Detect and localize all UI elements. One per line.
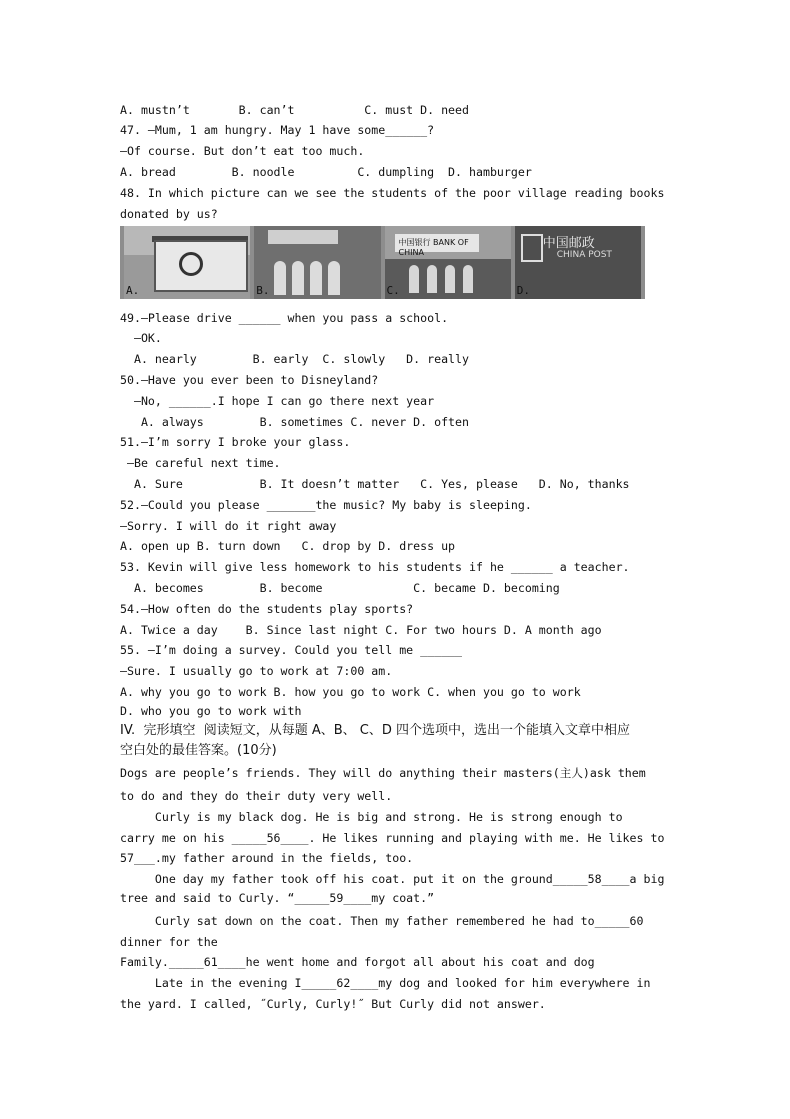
passage-line: Curly sat down on the coat. Then my father remembered he had to_____60 bbox=[120, 914, 644, 928]
picture-d-label: D. bbox=[516, 284, 530, 297]
picture-a bbox=[124, 226, 250, 299]
q55-reply: —Sure. I usually go to work at 7:00 am. bbox=[120, 664, 393, 678]
q55-options-d: D. who you go to work with bbox=[120, 704, 302, 718]
passage-line: carry me on his _____56____. He likes running and playing with me. He likes to bbox=[120, 831, 665, 845]
q51-options: A. Sure B. It doesn’t matter C. Yes, please D. No, thanks bbox=[120, 477, 630, 491]
q52-reply: —Sorry. I will do it right away bbox=[120, 519, 337, 533]
q53-options: A. becomes B. become C. became D. becoming bbox=[120, 581, 560, 595]
passage-line: dinner for the bbox=[120, 935, 218, 949]
q52-options: A. open up B. turn down C. drop by D. dress up bbox=[120, 539, 456, 553]
section-iv-heading: IV. 完形填空 阅读短文，从每题 A、B、 C、D 四个选项中，选出一个能填入文章中相应 bbox=[120, 723, 631, 738]
section-iv-heading-cont: 空白处的最佳答案。(10分) bbox=[120, 743, 277, 758]
q48-pictures bbox=[120, 226, 645, 299]
q52-question: 52.—Could you please _______the music? My baby is sleeping. bbox=[120, 498, 532, 512]
picture-c bbox=[385, 226, 511, 299]
q54-question: 54.—How often do the students play sports? bbox=[120, 602, 414, 616]
q49-question: 49.—Please drive ______ when you pass a school. bbox=[120, 311, 449, 325]
picture-d bbox=[515, 226, 641, 299]
q50-question: 50.—Have you ever been to Disneyland? bbox=[120, 373, 379, 387]
passage-line: Dogs are people’s friends. They will do anything their masters(主人)ask them bbox=[120, 766, 646, 780]
q49-options: A. nearly B. early C. slowly D. really bbox=[120, 352, 470, 366]
passage-line: to do and they do their duty very well. bbox=[120, 789, 393, 803]
q48-question: 48. In which picture can we see the students of the poor village reading books bbox=[120, 186, 665, 200]
q48-question-cont: donated by us? bbox=[120, 207, 218, 221]
passage-line: Family._____61____he went home and forgot all about his coat and dog bbox=[120, 955, 595, 969]
passage-line: Curly is my black dog. He is big and strong. He is strong enough to bbox=[120, 810, 623, 824]
q50-reply: —No, ______.I hope I can go there next year bbox=[120, 394, 435, 408]
picture-b-label: B. bbox=[256, 284, 270, 297]
q47-reply: —Of course. But don’t eat too much. bbox=[120, 144, 365, 158]
q47-options: A. bread B. noodle C. dumpling D. hamburger bbox=[120, 165, 532, 179]
q54-options: A. Twice a day B. Since last night C. For two hours D. A month ago bbox=[120, 623, 602, 637]
q51-question: 51.—I’m sorry I broke your glass. bbox=[120, 435, 351, 449]
q51-reply: —Be careful next time. bbox=[120, 456, 281, 470]
passage-line: the yard. I called, ˝Curly, Curly!˝ But Curly did not answer. bbox=[120, 997, 546, 1011]
q55-options-abc: A. why you go to work B. how you go to work C. when you go to work bbox=[120, 685, 581, 699]
q49-reply: —OK. bbox=[120, 331, 162, 345]
q46-options: A. mustn’t B. can’t C. must D. need bbox=[120, 103, 470, 117]
passage-line: tree and said to Curly. “_____59____my coat.” bbox=[120, 891, 435, 905]
q55-question: 55. —I’m doing a survey. Could you tell me ______ bbox=[120, 643, 463, 657]
q47-question: 47. —Mum, 1 am hungry. May 1 have some______? bbox=[120, 123, 435, 137]
passage-line: 57___.my father around in the fields, too. bbox=[120, 851, 414, 865]
q53-question: 53. Kevin will give less homework to his students if he ______ a teacher. bbox=[120, 560, 630, 574]
picture-a-label: A. bbox=[126, 284, 140, 297]
picture-d-sign: 中国邮政 bbox=[542, 236, 595, 251]
picture-b bbox=[254, 226, 380, 299]
passage-line: One day my father took off his coat. put it on the ground_____58____a big bbox=[120, 872, 665, 886]
picture-c-label: C. bbox=[386, 284, 400, 297]
picture-c-sign: 中国银行 BANK OF CHINA bbox=[398, 238, 469, 257]
picture-d-sub: CHINA POST bbox=[556, 250, 612, 260]
q50-options: A. always B. sometimes C. never D. often bbox=[120, 415, 470, 429]
passage-line: Late in the evening I_____62____my dog and looked for him everywhere in bbox=[120, 976, 651, 990]
